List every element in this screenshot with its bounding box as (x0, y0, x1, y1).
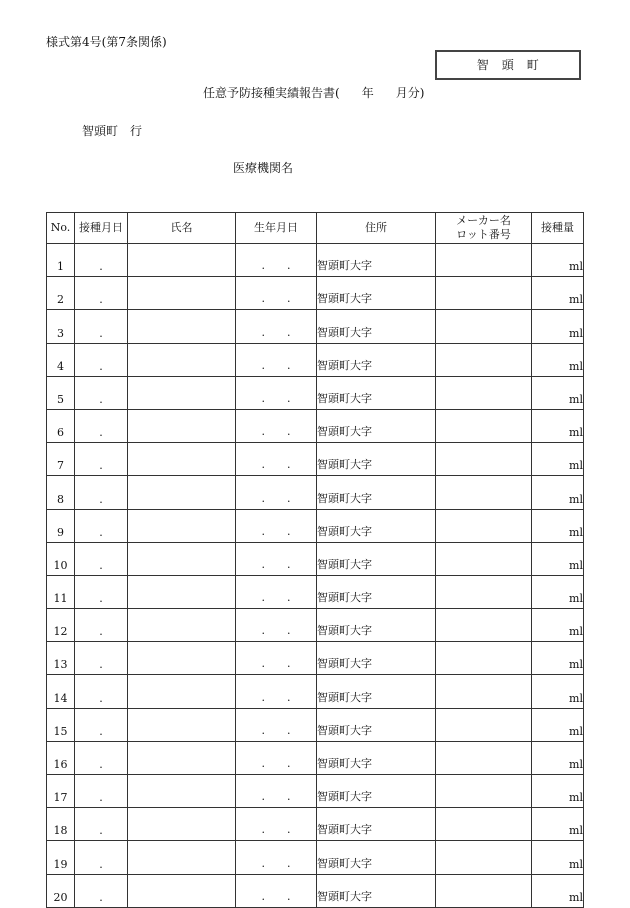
maker-lot-cell[interactable] (436, 708, 532, 741)
address-cell[interactable]: 智頭町大字 (317, 841, 436, 874)
table-row (47, 476, 584, 509)
patient-name-cell[interactable] (128, 675, 236, 708)
amount-cell[interactable]: ml (532, 343, 584, 376)
row-number: 9 (47, 509, 75, 542)
amount-cell[interactable]: ml (532, 476, 584, 509)
amount-cell[interactable]: ml (532, 244, 584, 277)
maker-lot-cell[interactable] (436, 244, 532, 277)
maker-lot-cell[interactable] (436, 343, 532, 376)
patient-name-cell[interactable] (128, 841, 236, 874)
maker-lot-cell[interactable] (436, 874, 532, 907)
table-row (47, 642, 584, 675)
vaccination-date-cell[interactable]: . (75, 476, 128, 509)
address-cell[interactable]: 智頭町大字 (317, 675, 436, 708)
birthdate-cell[interactable]: . . (236, 376, 317, 409)
amount-cell[interactable]: ml (532, 741, 584, 774)
table-row (47, 575, 584, 608)
maker-lot-cell[interactable] (436, 642, 532, 675)
row-number: 16 (47, 741, 75, 774)
amount-cell[interactable]: ml (532, 575, 584, 608)
patient-name-cell[interactable] (128, 741, 236, 774)
vaccination-date-cell[interactable]: . (75, 642, 128, 675)
amount-cell[interactable]: ml (532, 409, 584, 442)
header-amount: 接種量 (532, 213, 584, 244)
vaccination-date-cell[interactable]: . (75, 708, 128, 741)
patient-name-cell[interactable] (128, 476, 236, 509)
row-number: 12 (47, 609, 75, 642)
vaccination-report-table (46, 212, 584, 908)
amount-cell[interactable]: ml (532, 775, 584, 808)
amount-cell[interactable]: ml (532, 310, 584, 343)
header-birthdate: 生年月日 (236, 213, 317, 244)
patient-name-cell[interactable] (128, 310, 236, 343)
address-cell[interactable]: 智頭町大字 (317, 808, 436, 841)
patient-name-cell[interactable] (128, 443, 236, 476)
patient-name-cell[interactable] (128, 376, 236, 409)
table-header-row (47, 213, 584, 244)
maker-lot-cell[interactable] (436, 841, 532, 874)
row-number: 19 (47, 841, 75, 874)
birthdate-cell[interactable]: . . (236, 675, 317, 708)
patient-name-cell[interactable] (128, 542, 236, 575)
row-number: 13 (47, 642, 75, 675)
table-row (47, 775, 584, 808)
address-cell[interactable]: 智頭町大字 (317, 708, 436, 741)
amount-cell[interactable]: ml (532, 542, 584, 575)
vaccination-date-cell[interactable]: . (75, 575, 128, 608)
vaccination-date-cell[interactable]: . (75, 741, 128, 774)
title-month-label: 月分) (395, 86, 425, 100)
patient-name-cell[interactable] (128, 343, 236, 376)
birthdate-cell[interactable]: . . (236, 808, 317, 841)
patient-name-cell[interactable] (128, 708, 236, 741)
table-row (47, 409, 584, 442)
row-number: 1 (47, 244, 75, 277)
maker-lot-cell[interactable] (436, 775, 532, 808)
header-maker-lot (436, 213, 532, 244)
header-date: 接種月日 (75, 213, 128, 244)
patient-name-cell[interactable] (128, 277, 236, 310)
vaccination-date-cell[interactable]: . (75, 874, 128, 907)
institution-label: 医療機関名 (233, 161, 294, 175)
maker-lot-cell[interactable] (436, 476, 532, 509)
amount-cell[interactable]: ml (532, 675, 584, 708)
maker-lot-cell[interactable] (436, 542, 532, 575)
amount-cell[interactable]: ml (532, 443, 584, 476)
birthdate-cell[interactable]: . . (236, 509, 317, 542)
vaccination-date-cell[interactable]: . (75, 409, 128, 442)
vaccination-date-cell[interactable]: . (75, 841, 128, 874)
table-row (47, 808, 584, 841)
address-cell[interactable]: 智頭町大字 (317, 741, 436, 774)
address-cell[interactable]: 智頭町大字 (317, 376, 436, 409)
birthdate-cell[interactable]: . . (236, 244, 317, 277)
address-cell[interactable]: 智頭町大字 (317, 775, 436, 808)
vaccination-date-cell[interactable]: . (75, 343, 128, 376)
row-number: 3 (47, 310, 75, 343)
row-number: 14 (47, 675, 75, 708)
patient-name-cell[interactable] (128, 642, 236, 675)
table-row (47, 841, 584, 874)
amount-cell[interactable]: ml (532, 376, 584, 409)
row-number: 5 (47, 376, 75, 409)
table-row (47, 542, 584, 575)
vaccination-date-cell[interactable]: . (75, 376, 128, 409)
maker-lot-cell[interactable] (436, 609, 532, 642)
header-name: 氏名 (128, 213, 236, 244)
amount-cell[interactable]: ml (532, 841, 584, 874)
birthdate-cell[interactable]: . . (236, 277, 317, 310)
address-cell[interactable]: 智頭町大字 (317, 476, 436, 509)
maker-lot-cell[interactable] (436, 376, 532, 409)
table-row (47, 244, 584, 277)
address-cell[interactable]: 智頭町大字 (317, 609, 436, 642)
table-row (47, 741, 584, 774)
birthdate-cell[interactable]: . . (236, 609, 317, 642)
address-cell[interactable]: 智頭町大字 (317, 277, 436, 310)
table-row (47, 708, 584, 741)
address-cell[interactable]: 智頭町大字 (317, 874, 436, 907)
row-number: 20 (47, 874, 75, 907)
address-cell[interactable]: 智頭町大字 (317, 343, 436, 376)
maker-lot-cell[interactable] (436, 675, 532, 708)
row-number: 6 (47, 409, 75, 442)
maker-lot-cell[interactable] (436, 409, 532, 442)
birthdate-cell[interactable]: . . (236, 874, 317, 907)
vaccination-date-cell[interactable]: . (75, 542, 128, 575)
table-body (47, 244, 584, 908)
birthdate-cell[interactable]: . . (236, 476, 317, 509)
patient-name-cell[interactable] (128, 244, 236, 277)
table-row (47, 376, 584, 409)
amount-cell[interactable]: ml (532, 609, 584, 642)
vaccination-date-cell[interactable]: . (75, 675, 128, 708)
town-name-box: 智 頭 町 (435, 50, 581, 80)
birthdate-cell[interactable]: . . (236, 575, 317, 608)
table-row (47, 343, 584, 376)
vaccination-date-cell[interactable]: . (75, 509, 128, 542)
patient-name-cell[interactable] (128, 509, 236, 542)
vaccination-date-cell[interactable]: . (75, 808, 128, 841)
address-cell[interactable]: 智頭町大字 (317, 443, 436, 476)
vaccination-date-cell[interactable]: . (75, 310, 128, 343)
vaccination-date-cell[interactable]: . (75, 775, 128, 808)
birthdate-cell[interactable]: . . (236, 542, 317, 575)
row-number: 17 (47, 775, 75, 808)
table-row (47, 675, 584, 708)
birthdate-cell[interactable]: . . (236, 343, 317, 376)
address-cell[interactable]: 智頭町大字 (317, 642, 436, 675)
form-number: 様式第4号(第7条関係) (46, 35, 167, 49)
header-lot: ロット番号 (456, 228, 511, 241)
document-title (203, 84, 424, 101)
title-year-label: 年 (361, 86, 374, 100)
vaccination-date-cell[interactable]: . (75, 277, 128, 310)
address-cell[interactable]: 智頭町大字 (317, 575, 436, 608)
row-number: 7 (47, 443, 75, 476)
table-row (47, 443, 584, 476)
maker-lot-cell[interactable] (436, 509, 532, 542)
maker-lot-cell[interactable] (436, 575, 532, 608)
vaccination-date-cell[interactable]: . (75, 443, 128, 476)
table-row (47, 609, 584, 642)
table-row (47, 874, 584, 907)
address-cell[interactable]: 智頭町大字 (317, 409, 436, 442)
amount-cell[interactable]: ml (532, 277, 584, 310)
header-address: 住所 (317, 213, 436, 244)
patient-name-cell[interactable] (128, 874, 236, 907)
amount-cell[interactable]: ml (532, 509, 584, 542)
birthdate-cell[interactable]: . . (236, 775, 317, 808)
row-number: 2 (47, 277, 75, 310)
birthdate-cell[interactable]: . . (236, 708, 317, 741)
address-cell[interactable]: 智頭町大字 (317, 310, 436, 343)
vaccination-date-cell[interactable]: . (75, 244, 128, 277)
maker-lot-cell[interactable] (436, 443, 532, 476)
maker-lot-cell[interactable] (436, 741, 532, 774)
maker-lot-cell[interactable] (436, 310, 532, 343)
row-number: 11 (47, 575, 75, 608)
row-number: 18 (47, 808, 75, 841)
row-number: 8 (47, 476, 75, 509)
row-number: 15 (47, 708, 75, 741)
table-row (47, 509, 584, 542)
title-main: 任意予防接種実績報告書( (203, 86, 340, 100)
patient-name-cell[interactable] (128, 409, 236, 442)
amount-cell[interactable]: ml (532, 874, 584, 907)
row-number: 10 (47, 542, 75, 575)
addressee: 智頭町 行 (82, 124, 143, 138)
patient-name-cell[interactable] (128, 775, 236, 808)
birthdate-cell[interactable]: . . (236, 310, 317, 343)
birthdate-cell[interactable]: . . (236, 841, 317, 874)
header-maker: メーカー名 (456, 214, 511, 227)
address-cell[interactable]: 智頭町大字 (317, 509, 436, 542)
birthdate-cell[interactable]: . . (236, 741, 317, 774)
maker-lot-cell[interactable] (436, 808, 532, 841)
maker-lot-cell[interactable] (436, 277, 532, 310)
patient-name-cell[interactable] (128, 575, 236, 608)
amount-cell[interactable]: ml (532, 642, 584, 675)
patient-name-cell[interactable] (128, 609, 236, 642)
amount-cell[interactable]: ml (532, 808, 584, 841)
address-cell[interactable]: 智頭町大字 (317, 542, 436, 575)
patient-name-cell[interactable] (128, 808, 236, 841)
address-cell[interactable]: 智頭町大字 (317, 244, 436, 277)
amount-cell[interactable]: ml (532, 708, 584, 741)
birthdate-cell[interactable]: . . (236, 642, 317, 675)
header-no: No. (47, 213, 75, 244)
birthdate-cell[interactable]: . . (236, 409, 317, 442)
birthdate-cell[interactable]: . . (236, 443, 317, 476)
row-number: 4 (47, 343, 75, 376)
table-row (47, 310, 584, 343)
table-row (47, 277, 584, 310)
vaccination-date-cell[interactable]: . (75, 609, 128, 642)
